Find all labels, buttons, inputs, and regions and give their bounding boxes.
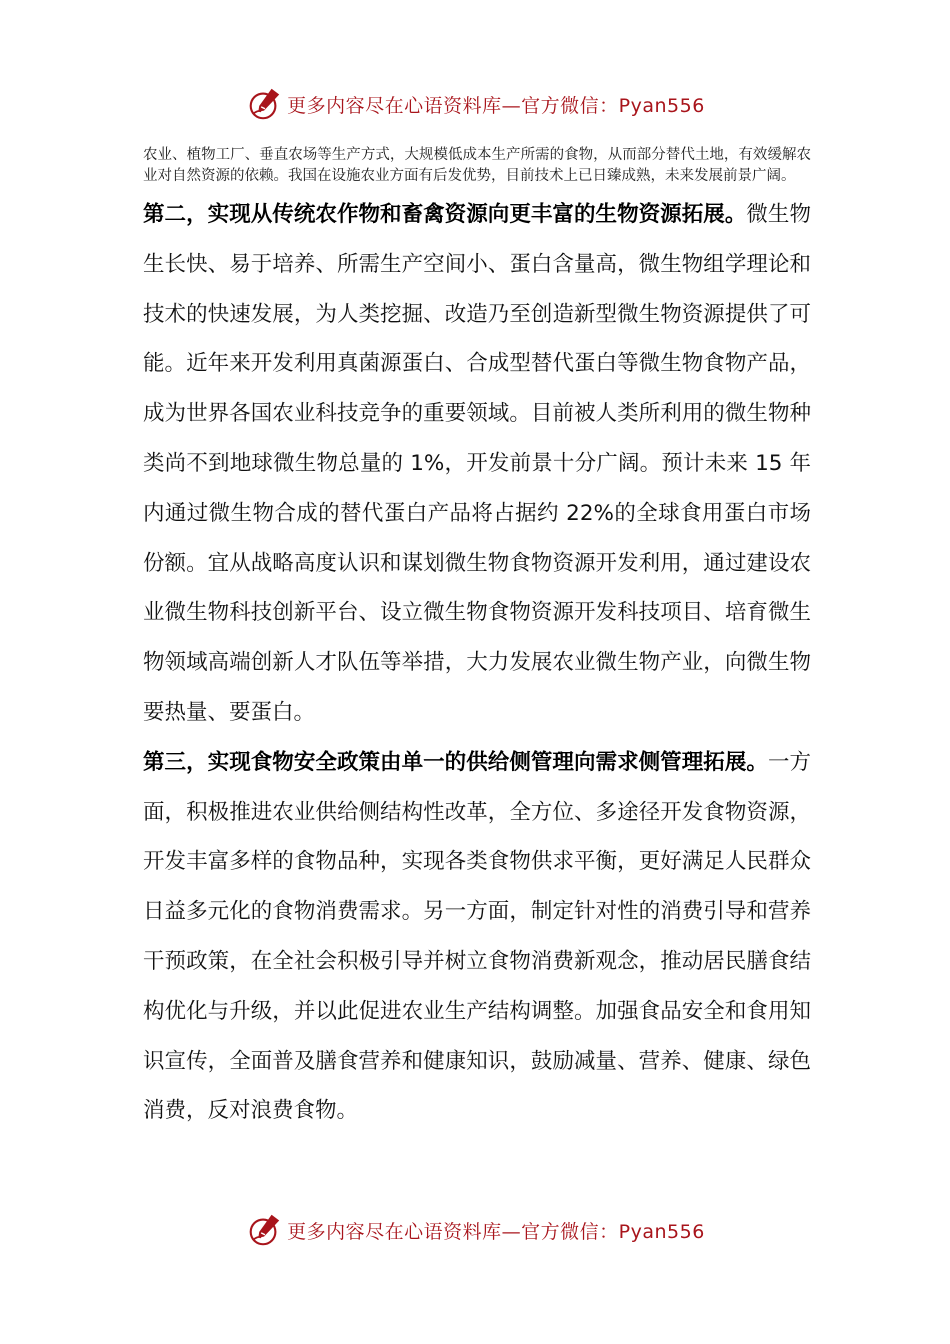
banner-text: 更多内容尽在心语资料库—官方微信：Pyan556: [287, 94, 705, 117]
pen-nib-circle-icon: [245, 85, 283, 123]
section-2-paragraph: [143, 190, 811, 738]
document-body: [143, 145, 811, 1136]
section-3-paragraph: [143, 738, 811, 1136]
header-banner: [0, 80, 950, 128]
wechat-id: Pyan556: [618, 94, 705, 117]
footer-banner: [0, 1206, 950, 1254]
section-2-body: 微生物生长快、易于培养、所需生产空间小、蛋白含量高，微生物组学理论和技术的快速发展，为人类挖掘、改造乃至创造新型微生物资源提供了可能。近年来开发利用真菌源蛋白、合成型替代蛋白等微生物食物产品，成为世界各国农业科技竞争的重要领域。目前被人类所利用的微生物种类尚不到地球微生物总量的 1%，开发前景十分广阔。预计未来 15 年内通过微生物合成的替代蛋白产品将占据约 22%的全球食用蛋白市场份额。宜从战略高度认识和谋划微生物食物资源开发利用，通过建设农业微生物科技创新平台、设立微生物食物资源开发科技项目、培育微生物领域高端创新人才队伍等举措，大力发展农业微生物产业，向微生物要热量、要蛋白。: [143, 202, 811, 725]
section-3-heading: 第三，实现食物安全政策由单一的供给侧管理向需求侧管理拓展。: [143, 749, 768, 775]
section-3-body: 一方面，积极推进农业供给侧结构性改革，全方位、多途径开发食物资源，开发丰富多样的食物品种，实现各类食物供求平衡，更好满足人民群众日益多元化的食物消费需求。另一方面，制定针对性的消费引导和营养干预政策，在全社会积极引导并树立食物消费新观念，推动居民膳食结构优化与升级，并以此促进农业生产结构调整。加强食品安全和食用知识宣传，全面普及膳食营养和健康知识，鼓励减量、营养、健康、绿色消费，反对浪费食物。: [143, 749, 811, 1124]
banner-text: 更多内容尽在心语资料库—官方微信：Pyan556: [287, 1220, 705, 1243]
section-2-heading: 第二，实现从传统农作物和畜禽资源向更丰富的生物资源拓展。: [143, 202, 747, 227]
wechat-id: Pyan556: [618, 1220, 705, 1243]
intro-paragraph: 农业、植物工厂、垂直农场等生产方式，大规模低成本生产所需的食物，从而部分替代土地，有效缓解农业对自然资源的依赖。我国在设施农业方面有后发优势，目前技术上已日臻成熟，未来发展前景广阔。: [143, 147, 811, 184]
pen-nib-circle-icon: [245, 1211, 283, 1249]
